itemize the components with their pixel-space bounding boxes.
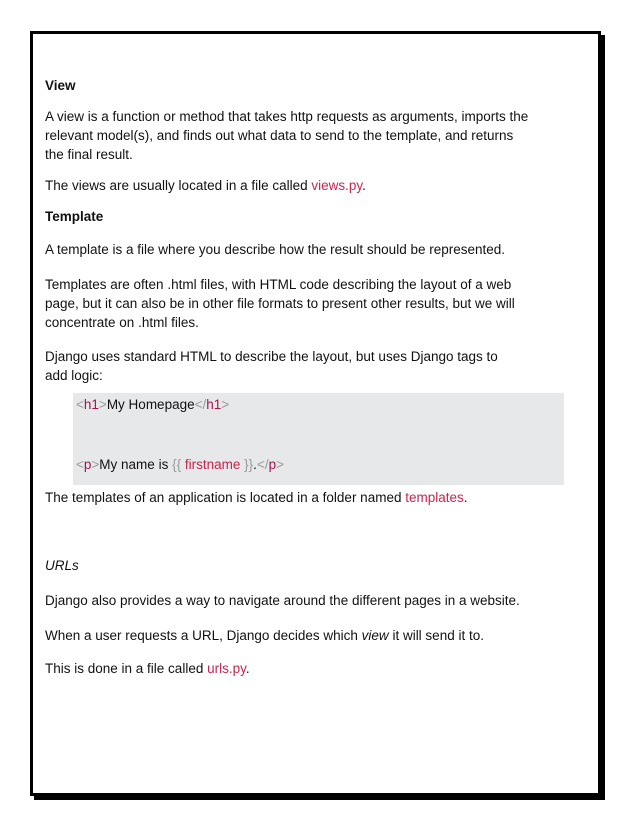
period: .	[245, 661, 250, 676]
code-text: My Homepage	[106, 397, 195, 412]
urls-heading: URLs	[45, 558, 79, 573]
tag-name: h1	[83, 397, 99, 412]
period: .	[362, 178, 366, 193]
views-file-name: views.py	[311, 178, 363, 193]
templates-folder-name: templates	[405, 490, 464, 505]
view-heading: View	[45, 78, 76, 93]
view-paragraph-1: A view is a function or method that takes http requests as arguments, imports the relevant model(s), and finds out what data to send to the template, and returns the final result.	[45, 109, 529, 162]
template-paragraph-4-text: The templates of an application is located in a folder named	[45, 490, 406, 505]
code-block	[73, 393, 564, 485]
urls-paragraph-3-text: This is done in a file called	[45, 661, 208, 676]
view-paragraph-2	[45, 176, 366, 195]
template-paragraph-3: Django uses standard HTML to describe the layout, but uses Django tags to add logic:	[45, 349, 498, 383]
template-paragraph-4	[45, 488, 535, 507]
code-text: My name is	[99, 457, 173, 472]
template-brace: {{	[172, 457, 182, 472]
urls-paragraph-2	[45, 626, 484, 645]
tag-bracket: >	[91, 457, 100, 472]
view-paragraph-2-text: The views are usually located in a file called	[45, 178, 312, 193]
urls-file-name: urls.py	[207, 661, 246, 676]
template-brace: }}	[244, 457, 254, 472]
tag-name: h1	[206, 397, 222, 412]
template-heading: Template	[45, 209, 104, 224]
tag-bracket: >	[221, 397, 230, 412]
urls-paragraph-3	[45, 659, 250, 678]
tag-name: p	[83, 457, 92, 472]
tag-bracket: </	[194, 397, 207, 412]
tag-name: p	[268, 457, 277, 472]
tag-bracket: <	[76, 397, 84, 412]
urls-paragraph-1: Django also provides a way to navigate around the different pages in a website.	[45, 593, 520, 608]
tag-bracket: >	[276, 457, 284, 472]
view-emphasis: view	[361, 628, 389, 643]
code-line-h1	[76, 395, 229, 414]
urls-paragraph-2-text: When a user requests a URL, Django decides which	[45, 628, 362, 643]
tag-bracket: </	[256, 457, 269, 472]
template-paragraph-2: Templates are often .html files, with HTML code describing the layout of a web page, but it can also be in other file formats to present other results, but we will concentrate on .html files.	[45, 277, 515, 330]
urls-paragraph-2-end: it will send it to.	[388, 628, 484, 643]
period: .	[463, 490, 468, 505]
tag-bracket: <	[76, 457, 84, 472]
tag-bracket: >	[98, 397, 107, 412]
template-paragraph-1: A template is a file where you describe how the result should be represented.	[45, 242, 506, 257]
template-variable: firstname	[181, 457, 245, 472]
code-line-p	[76, 455, 284, 474]
code-text: .	[253, 457, 257, 472]
